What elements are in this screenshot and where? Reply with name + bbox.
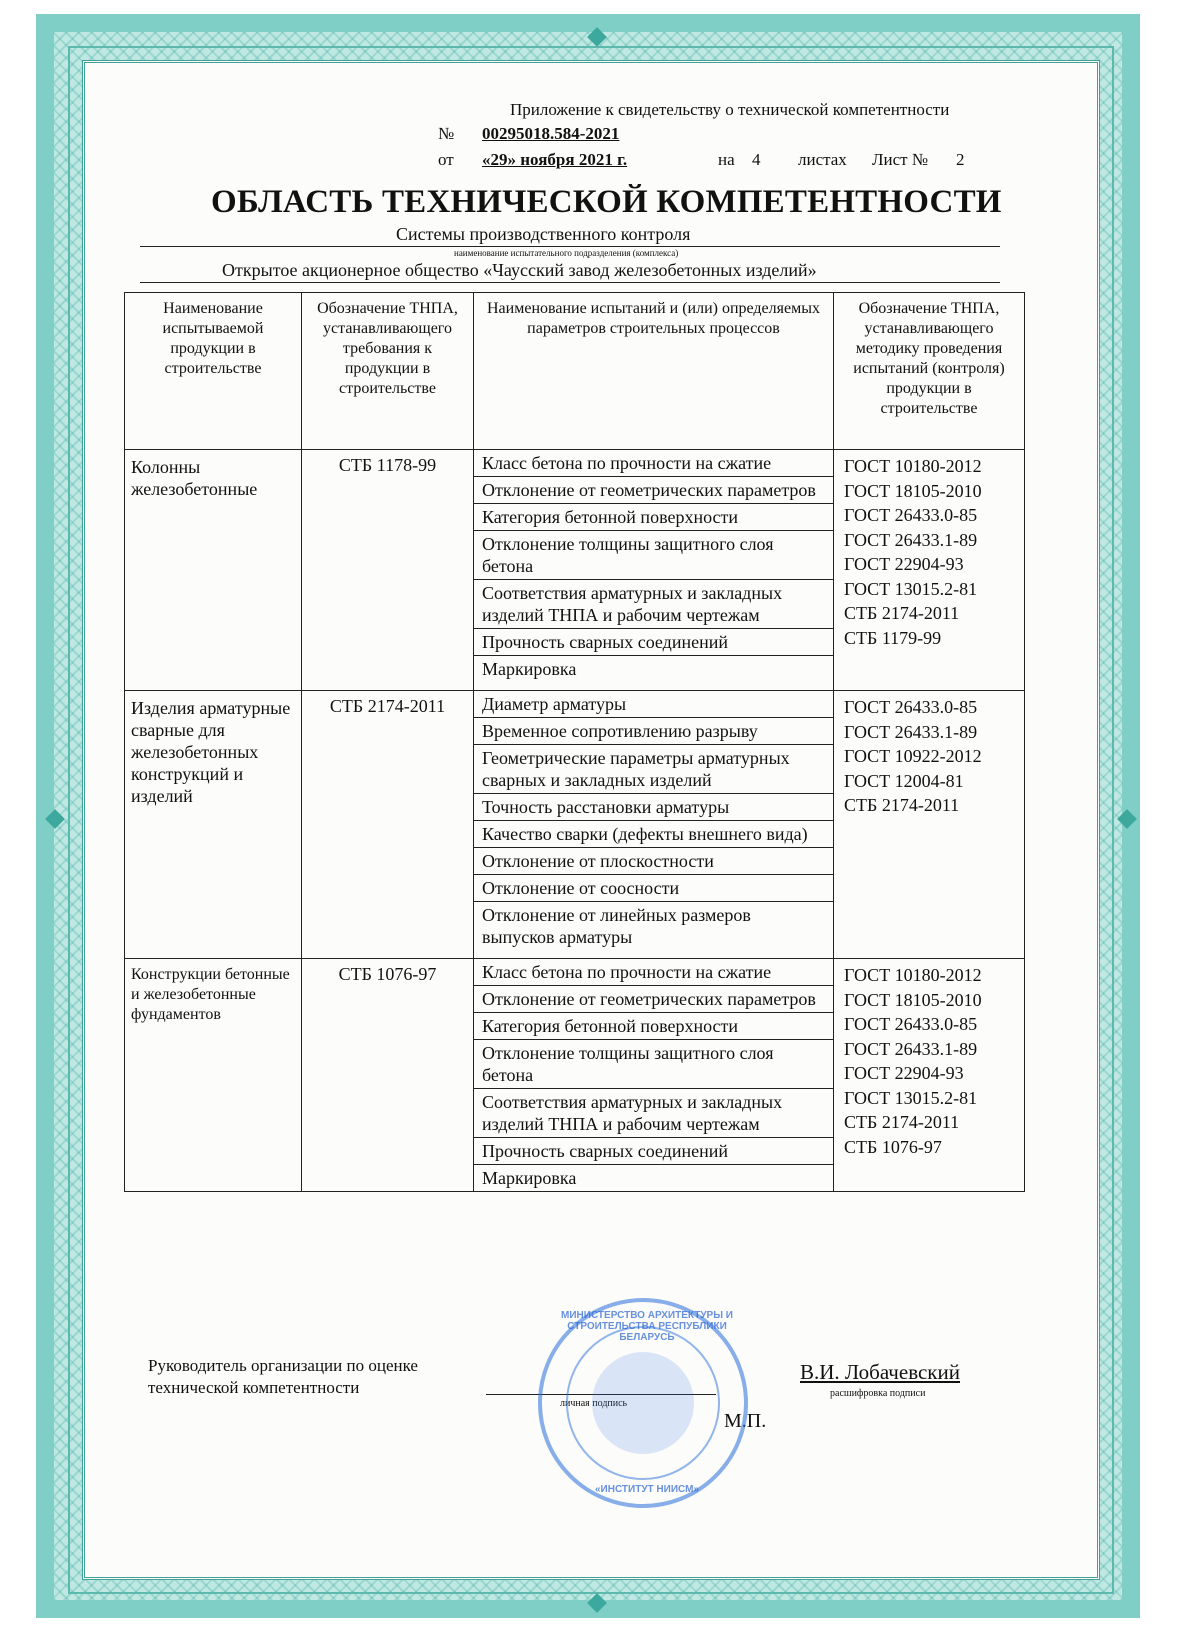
sheet-label: Лист № [872, 150, 929, 169]
test-item: Маркировка [482, 659, 577, 679]
competence-table [124, 292, 1025, 1192]
method-item: ГОСТ 26433.0-85 [844, 697, 978, 717]
tests-cell [474, 959, 834, 1192]
test-item: Прочность сварных соединений [474, 629, 833, 656]
method-item: ГОСТ 26433.1-89 [844, 721, 978, 742]
method-item: ГОСТ 26433.1-89 [844, 1038, 978, 1059]
subdivision-name: Системы производственного контроля [396, 224, 691, 244]
method-item: СТБ 1179-99 [844, 627, 942, 648]
method-item: ГОСТ 13015.2-81 [844, 1087, 978, 1108]
organization-name: Открытое акционерное общество «Чаусский завод железобетонных изделий» [222, 260, 817, 280]
tnpa-cell: СТБ 2174-2011 [302, 691, 474, 959]
method-item: ГОСТ 26433.1-89 [844, 529, 978, 550]
stamp-outer-text: МИНИСТЕРСТВО АРХИТЕКТУРЫ И СТРОИТЕЛЬСТВА РЕСПУБЛИКИ БЕЛАРУСЬ [561, 1310, 733, 1343]
test-item: Геометрические параметры арматурных сварных и закладных изделий [474, 745, 833, 794]
tests-cell [474, 691, 834, 959]
test-item: Класс бетона по прочности на сжатие [474, 450, 833, 477]
method-item: ГОСТ 10922-2012 [844, 746, 982, 766]
sheets-count: 4 [752, 150, 761, 169]
sheets-label: листах [798, 150, 847, 169]
table-row [125, 691, 1025, 959]
test-item: Диаметр арматуры [474, 691, 833, 718]
methods-cell [834, 450, 1025, 691]
test-item: Качество сварки (дефекты внешнего вида) [474, 821, 833, 848]
signatory-name: В.И. Лобачевский [800, 1360, 960, 1384]
test-item: Маркировка [482, 1168, 577, 1188]
subdivision-rule [140, 246, 1000, 247]
on-label: на [718, 150, 735, 169]
test-item: Прочность сварных соединений [474, 1138, 833, 1165]
official-stamp [538, 1298, 748, 1508]
method-item: ГОСТ 10180-2012 [844, 456, 982, 476]
method-item: СТБ 2174-2011 [844, 603, 960, 623]
table-row [125, 959, 1025, 1192]
test-item: Отклонение толщины защитного слоя бетона [474, 1040, 833, 1089]
column-header: Наименование испытываемой продукции в строительстве [125, 293, 302, 450]
test-item: Класс бетона по прочности на сжатие [474, 959, 833, 986]
method-item: ГОСТ 26433.0-85 [844, 1014, 978, 1034]
method-item: ГОСТ 13015.2-81 [844, 578, 978, 599]
methods-cell [834, 691, 1025, 959]
head-title-line1: Руководитель организации по оценке [148, 1356, 418, 1375]
method-item: ГОСТ 18105-2010 [844, 480, 982, 501]
test-item: Соответствия арматурных и закладных изделий ТНПА и рабочим чертежам [474, 1089, 833, 1138]
product-cell: Изделия арматурные сварные для железобетонных конструкций и изделий [125, 691, 302, 959]
test-item: Отклонение от соосности [474, 875, 833, 902]
test-item: Категория бетонной поверхности [474, 504, 833, 531]
method-item: ГОСТ 22904-93 [844, 554, 964, 574]
tnpa-cell: СТБ 1076-97 [302, 959, 474, 1192]
table-row [125, 450, 1025, 691]
test-item: Отклонение толщины защитного слоя бетона [474, 531, 833, 580]
method-item: ГОСТ 10180-2012 [844, 965, 982, 985]
certificate-number: 00295018.584-2021 [482, 124, 620, 143]
head-title-line2: технической компетентности [148, 1378, 360, 1397]
signature-caption: личная подпись [560, 1398, 628, 1409]
table-header-row [125, 293, 1025, 450]
organization-rule [140, 282, 1000, 283]
method-item: СТБ 2174-2011 [844, 1112, 960, 1132]
column-header: Обозначение ТНПА, устанавливающего методику проведения испытаний (контроля) продукции в строительстве [834, 293, 1025, 450]
tnpa-cell: СТБ 1178-99 [302, 450, 474, 691]
document-title: ОБЛАСТЬ ТЕХНИЧЕСКОЙ КОМПЕТЕНТНОСТИ [211, 184, 1002, 220]
number-label: № [438, 124, 455, 143]
methods-cell [834, 959, 1025, 1192]
subdivision-caption: наименование испытательного подразделения (комплекса) [454, 248, 679, 258]
certificate-date: «29» ноября 2021 г. [482, 150, 628, 169]
method-item: ГОСТ 12004-81 [844, 770, 964, 791]
method-item: СТБ 1076-97 [844, 1136, 942, 1157]
tests-cell [474, 450, 834, 691]
test-item: Отклонение от геометрических параметров [474, 986, 833, 1013]
test-item: Точность расстановки арматуры [474, 794, 833, 821]
test-item: Отклонение от геометрических параметров [474, 477, 833, 504]
from-label: от [438, 150, 454, 169]
method-item: ГОСТ 18105-2010 [844, 989, 982, 1010]
column-header: Наименование испытаний и (или) определяемых параметров строительных процессов [474, 293, 834, 450]
name-caption: расшифровка подписи [830, 1388, 926, 1399]
sheet-number: 2 [956, 150, 965, 169]
test-item: Отклонение от плоскостности [474, 848, 833, 875]
test-item: Соответствия арматурных и закладных изделий ТНПА и рабочим чертежам [474, 580, 833, 629]
stamp-inner-text: «ИНСТИТУТ НИИСМ» [594, 1484, 700, 1495]
column-header: Обозначение ТНПА, устанавливающего требования к продукции в строительстве [302, 293, 474, 450]
test-item: Отклонение от линейных размеров выпусков арматуры [482, 905, 751, 947]
method-item: ГОСТ 26433.0-85 [844, 505, 978, 525]
emblem-icon [592, 1352, 694, 1454]
method-item: ГОСТ 22904-93 [844, 1063, 964, 1083]
appendix-line: Приложение к свидетельству о технической компетентности [510, 100, 950, 119]
seal-label: М.П. [724, 1410, 767, 1432]
method-item: СТБ 2174-2011 [844, 795, 960, 815]
test-item: Временное сопротивлению разрыву [474, 718, 833, 745]
test-item: Категория бетонной поверхности [474, 1013, 833, 1040]
product-cell: Колонны железобетонные [125, 450, 302, 691]
product-cell: Конструкции бетонные и железобетонные фундаментов [125, 959, 302, 1192]
